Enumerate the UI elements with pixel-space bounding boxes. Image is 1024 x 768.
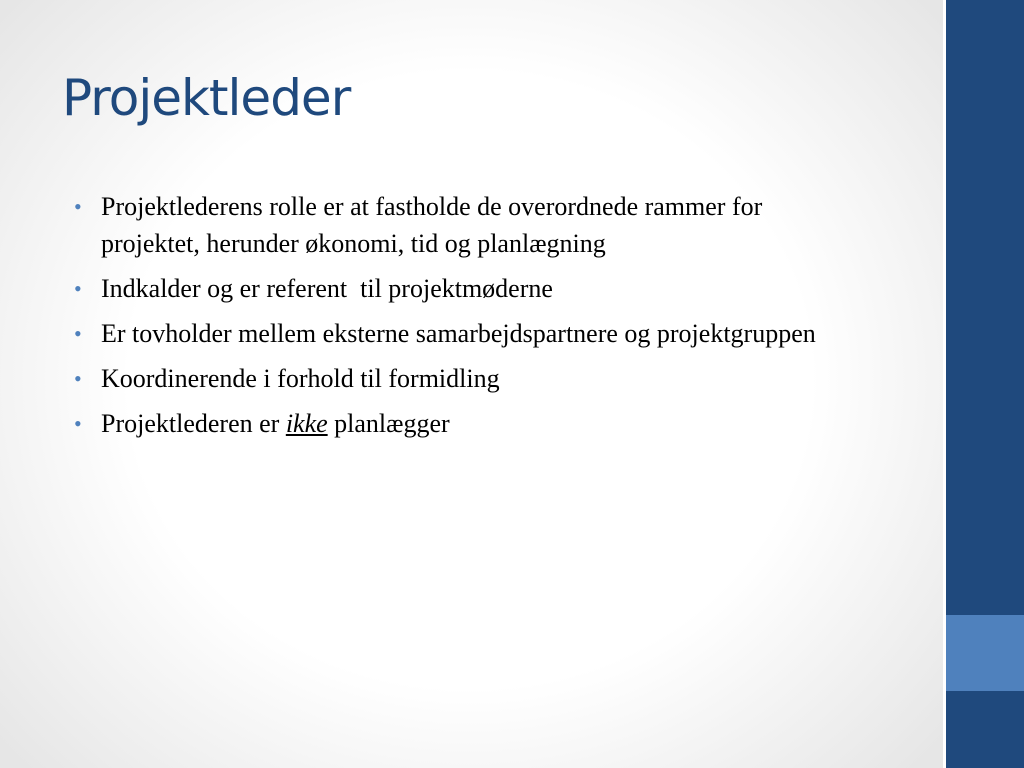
- bullet-icon: •: [74, 276, 82, 301]
- bullet-item: [74, 405, 854, 442]
- slide-title: Projektleder: [62, 69, 351, 127]
- bullet-item: [74, 360, 854, 397]
- bullet-list: [74, 188, 854, 450]
- bullet-icon: •: [74, 411, 82, 436]
- bullet-icon: •: [74, 321, 82, 346]
- bullet-text-before: Projektlederen er: [101, 409, 286, 438]
- bullet-icon: •: [74, 194, 82, 219]
- bullet-text: Indkalder og er referent til projektmøderne: [101, 274, 553, 303]
- bullet-item: [74, 188, 854, 262]
- bullet-text-after: planlægger: [327, 409, 450, 438]
- bullet-text: Koordinerende i forhold til formidling: [101, 364, 500, 393]
- bullet-icon: •: [74, 366, 82, 391]
- bullet-text-emphasis: ikke: [285, 409, 328, 438]
- side-bar-accent: [946, 615, 1024, 691]
- bullet-text: Projektlederens rolle er at fastholde de overordnede rammer for projektet, herunder økonomi, tid og planlægning: [101, 192, 763, 258]
- bullet-item: [74, 315, 854, 352]
- bullet-item: [74, 270, 854, 307]
- bullet-text: Er tovholder mellem eksterne samarbejdspartnere og projektgruppen: [101, 319, 816, 348]
